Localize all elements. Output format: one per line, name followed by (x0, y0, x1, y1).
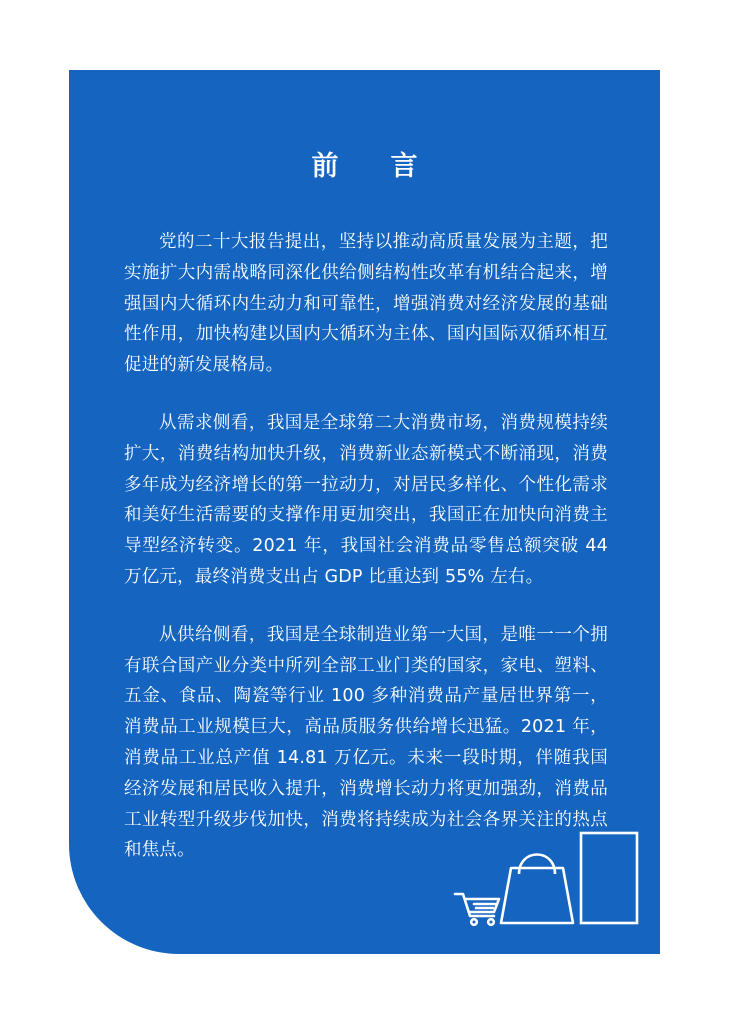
phone-frame-icon (581, 833, 637, 923)
shopping-icons (449, 828, 649, 928)
paragraph-3: 从供给侧看，我国是全球制造业第一大国，是唯一一个拥有联合国产业分类中所列全部工业门类的国家，家电、塑料、五金、食品、陶瓷等行业 100 多种消费品产量居世界第一，消费品工业规模巨大，高品质服务供给增长迅猛。2021 年，消费品工业总产值 14.81 万亿元。未来一段时期，伴随我国经济发展和居民收入提升，消费增长动力将更加强劲，消费品工业转型升级步伐加快，消费将持续成为社会各界关注的热点和焦点。 (124, 624, 608, 861)
shopping-bag-icon (501, 855, 573, 924)
shopping-icons-svg (449, 828, 649, 928)
shopping-cart-icon (455, 894, 499, 925)
paragraph-1: 党的二十大报告提出，坚持以推动高质量发展为主题，把实施扩大内需战略同深化供给侧结构性改革有机结合起来，增强国内大循环内生动力和可靠性，增强消费对经济发展的基础性作用，加快构建以国内大循环为主体、国内国际双循环相互促进的新发展格局。 (124, 232, 608, 376)
page-title: 前言 (311, 151, 470, 182)
preface-content (124, 227, 608, 893)
preface-panel (69, 70, 660, 954)
paragraph-2: 从需求侧看，我国是全球第二大消费市场，消费规模持续扩大，消费结构加快升级，消费新业态新模式不断涌现，消费多年成为经济增长的第一拉动力，对居民多样化、个性化需求和美好生活需要的支撑作用更加突出，我国正在加快向消费主导型经济转变。2021 年，我国社会消费品零售总额突破 44 万亿元，最终消费支出占 GDP 比重达到 55% 左右。 (124, 412, 608, 587)
